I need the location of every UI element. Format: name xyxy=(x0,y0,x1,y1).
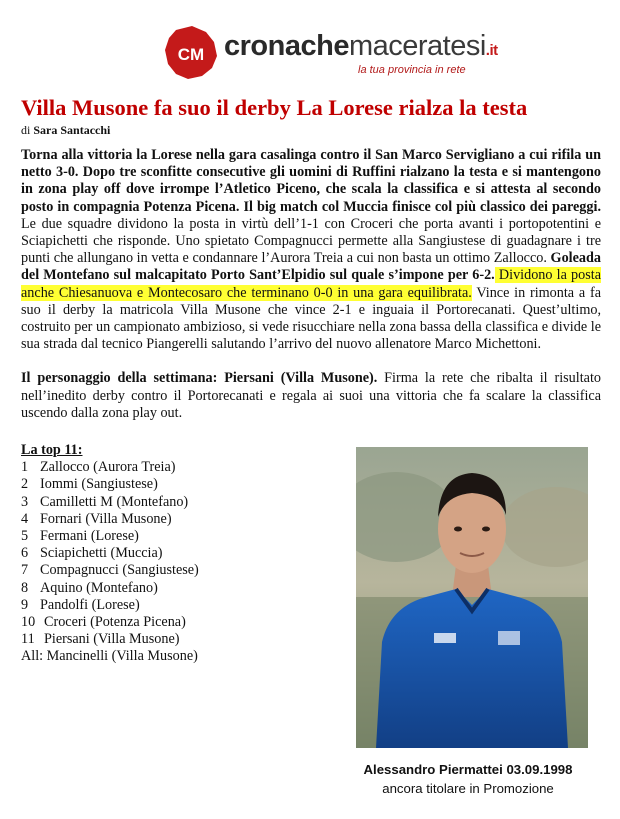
p2-text: Firma la rete che ribalta il risultato nell’inedito derby contro il Portorecanati e regala ai suoi una vittoria che fa scalare la classifica uscendo dalla zona play out. xyxy=(21,370,601,421)
list-item xyxy=(21,494,321,511)
list-item xyxy=(21,580,321,597)
list-item-name: Piersani (Villa Musone) xyxy=(44,631,180,648)
site-logo[interactable] xyxy=(162,24,498,82)
marche-map-icon xyxy=(162,24,220,82)
byline-author: Sara Santacchi xyxy=(33,123,111,137)
list-item-name: Croceri (Potenza Picena) xyxy=(44,614,186,631)
list-item xyxy=(21,476,321,493)
list-item xyxy=(21,562,321,579)
list-item xyxy=(21,545,321,562)
logo-badge-text: CM xyxy=(177,45,205,64)
player-photo xyxy=(356,447,588,748)
list-item xyxy=(21,511,321,528)
list-item-number: 2 xyxy=(21,476,29,493)
article-paragraph-2 xyxy=(21,370,601,422)
list-item-name: Fermani (Lorese) xyxy=(40,528,139,545)
list-item-number: 7 xyxy=(21,562,29,579)
list-item xyxy=(21,459,321,476)
list-item-number: 5 xyxy=(21,528,29,545)
logo-name-bold: cronache xyxy=(224,30,349,62)
list-item-name: Pandolfi (Lorese) xyxy=(40,596,140,613)
p1-bold-lead: Torna alla vittoria la Lorese nella gara casalinga contro il San Marco Servigliano a cui rifila un netto 3-0. Dopo tre sconfitte consecutive gli uomini di Ruffini rialzano la testa e si mantengono in zona play off dove irrompe l’Atletico Piceno, che scala la classifica e si attesta al secondo posto in compagnia Potenza Picena. Il big match col Muccia finisce col più classico dei pareggi. xyxy=(21,147,601,215)
list-item-number: 4 xyxy=(21,510,29,527)
list-item-number: 1 xyxy=(21,459,29,476)
list-item xyxy=(21,614,321,631)
list-item-name: Sciapichetti (Muccia) xyxy=(40,545,163,562)
article-title: Villa Musone fa suo il derby La Lorese rialza la testa xyxy=(21,95,528,120)
logo-name-light: maceratesi xyxy=(348,30,486,62)
top11-list xyxy=(21,442,321,666)
p1-text-1: Le due squadre dividono la posta in virtù dell’1-1 con Croceri che porta avanti i portopotentini e Sciapichetti che risponde. Uno spietato Compagnucci permette alla Sangiustese di guadagnare i tre punti che allungano in vetta e condannare l’Aurora Treia a cui non basta un ottimo Zallocco. xyxy=(21,215,601,267)
player-photo-illustration xyxy=(356,447,588,748)
list-item xyxy=(21,528,321,545)
logo-name-suffix: .it xyxy=(485,42,498,59)
article-body xyxy=(21,147,601,422)
list-item xyxy=(21,631,321,648)
top11-coach: All: Mancinelli (Villa Musone) xyxy=(21,648,198,665)
photo-caption-note: ancora titolare in Promozione xyxy=(382,781,554,796)
top11-heading: La top 11: xyxy=(21,442,83,458)
list-item-name: Zallocco (Aurora Treia) xyxy=(40,459,176,476)
article-byline xyxy=(21,123,110,138)
p1-highlight: Dividono la posta anche Chiesanuova e Montecosaro che terminano 0-0 in una gara equilibrata. xyxy=(21,267,601,301)
list-item-number: 8 xyxy=(21,579,29,596)
list-item-name: Fornari (Villa Musone) xyxy=(40,510,172,527)
logo-wordmark xyxy=(224,30,498,63)
list-item-name: Iommi (Sangiustese) xyxy=(40,476,158,493)
top11-items xyxy=(21,459,321,648)
list-item-number: 6 xyxy=(21,545,29,562)
logo-tagline: la tua provincia in rete xyxy=(358,64,466,76)
list-item-number: 11 xyxy=(21,631,35,648)
list-item-number: 3 xyxy=(21,493,29,510)
list-item-number: 10 xyxy=(21,614,36,631)
article-paragraph-1 xyxy=(21,147,601,353)
byline-prefix: di xyxy=(21,123,31,137)
list-item-number: 9 xyxy=(21,596,29,613)
p2-bold: Il personaggio della settimana: Piersani (Villa Musone). xyxy=(21,370,378,387)
list-item-name: Aquino (Montefano) xyxy=(40,579,158,596)
p1-bold-montefano: Goleada del Montefano sul malcapitato Porto Sant’Elpidio sul quale s’impone per 6-2. xyxy=(21,250,601,284)
list-item-name: Compagnucci (Sangiustese) xyxy=(40,562,199,579)
p1-text-2: Vince in rimonta a fa suo il derby la matricola Villa Musone che vince 2-1 e inguaia il Portorecanati. Quest’ultimo, costruito per un campionato ambizioso, si vede risucchiare nella zona bassa della classifica e divide le sua strada dal tecnico Piangerelli salutando l’arrivo del nuovo allenatore Marco Michettoni. xyxy=(21,284,601,353)
list-item-name: Camilletti M (Montefano) xyxy=(40,493,189,510)
list-item xyxy=(21,597,321,614)
photo-caption-name: Alessandro Piermattei 03.09.1998 xyxy=(363,762,573,777)
